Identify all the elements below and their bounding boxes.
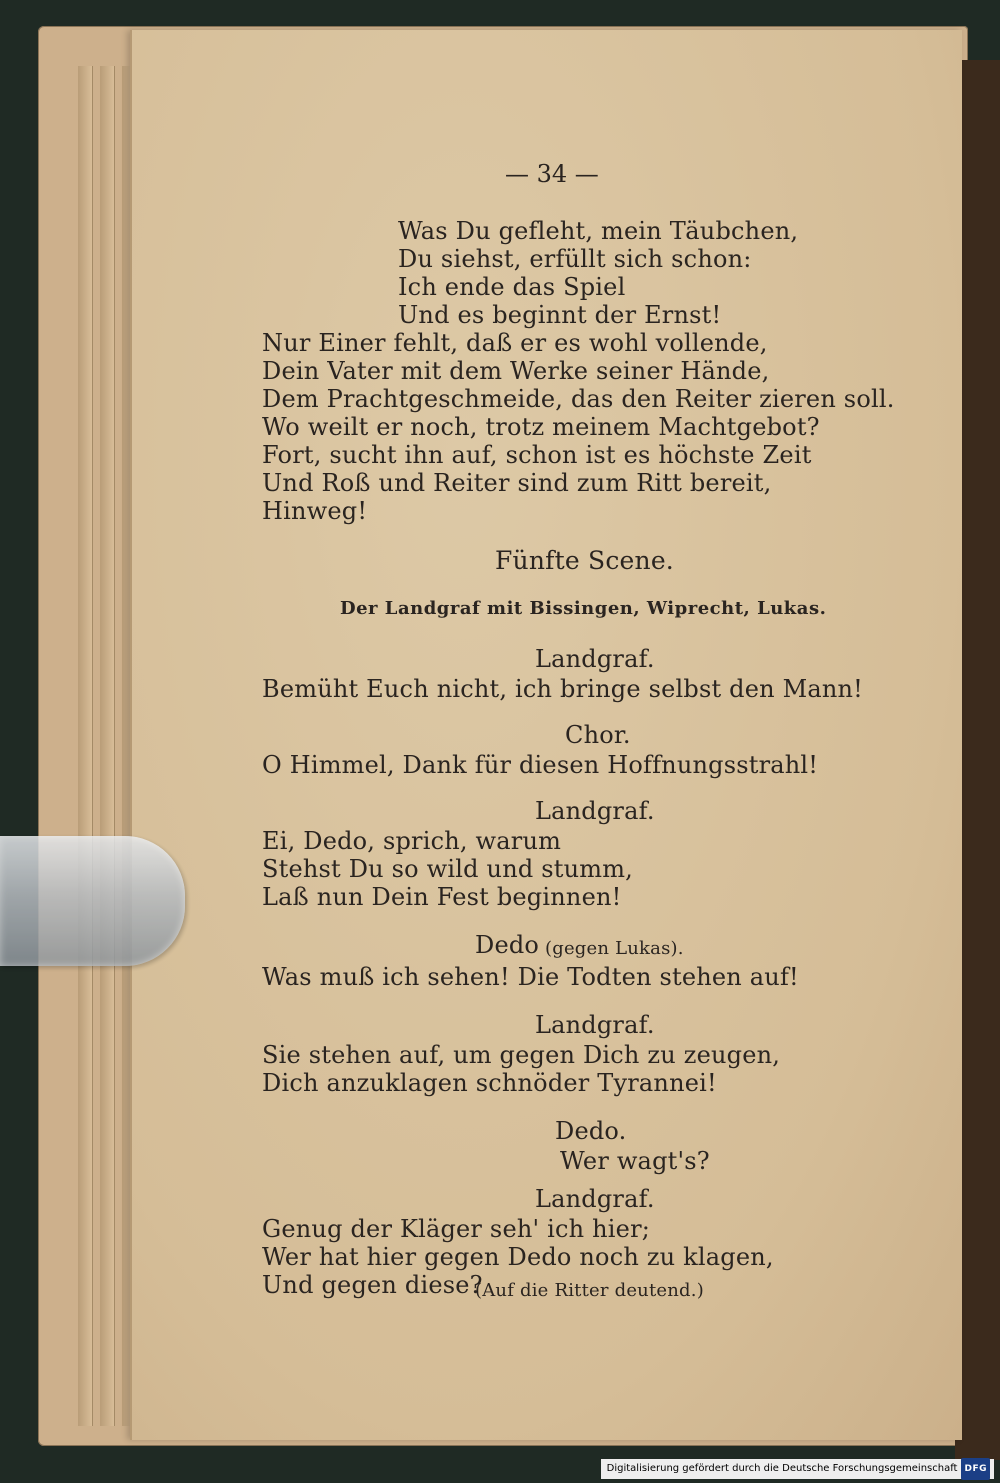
speaker-name: Landgraf. <box>535 1185 655 1213</box>
verse-line: Und Roß und Reiter sind zum Ritt bereit, <box>262 469 772 497</box>
dialogue-line: Und gegen diese? <box>262 1271 483 1299</box>
verse-line: Fort, sucht ihn auf, schon ist es höchste Zeit <box>262 441 812 469</box>
dfg-logo-icon: DFG <box>961 1458 990 1480</box>
speaker-name: Dedo. <box>555 1117 627 1145</box>
dialogue-line: Dich anzuklagen schnöder Tyrannei! <box>262 1069 717 1097</box>
dialogue-line: Genug der Kläger seh' ich hier; <box>262 1215 651 1243</box>
speaker-name: Landgraf. <box>535 645 655 673</box>
scene-title: Fünfte Scene. <box>495 546 674 575</box>
verse-line: Dem Prachtgeschmeide, das den Reiter zieren soll. <box>262 385 895 413</box>
dialogue-line: Stehst Du so wild und stumm, <box>262 855 634 883</box>
footer-credit <box>601 1459 994 1479</box>
cast-list: Der Landgraf mit Bissingen, Wiprecht, Lukas. <box>340 598 827 619</box>
dialogue-line: Ei, Dedo, sprich, warum <box>262 827 562 855</box>
dialogue-line: O Himmel, Dank für diesen Hoffnungsstrahl! <box>262 751 819 779</box>
dialogue-line: Was muß ich sehen! Die Todten stehen auf! <box>262 963 799 991</box>
speaker-name: Landgraf. <box>535 1011 655 1039</box>
dialogue-line: Bemüht Euch nicht, ich bringe selbst den Mann! <box>262 675 864 703</box>
footer-text: Digitalisierung gefördert durch die Deutsche Forschungsgemeinschaft <box>606 1463 958 1474</box>
speaker-name: Landgraf. <box>535 797 655 825</box>
dialogue-line: Sie stehen auf, um gegen Dich zu zeugen, <box>262 1041 781 1069</box>
page-edge <box>78 66 93 1426</box>
stage-direction: (Auf die Ritter deutend.) <box>475 1280 704 1301</box>
speaker-name: Chor. <box>565 721 631 749</box>
verse-line: Hinweg! <box>262 497 368 525</box>
page-number: — 34 — <box>505 160 599 188</box>
verse-line: Ich ende das Spiel <box>398 273 626 301</box>
verse-line: Was Du gefleht, mein Täubchen, <box>398 217 799 245</box>
dialogue-line: Laß nun Dein Fest beginnen! <box>262 883 622 911</box>
verse-line: Und es beginnt der Ernst! <box>398 301 722 329</box>
verse-line: Dein Vater mit dem Werke seiner Hände, <box>262 357 770 385</box>
page-clip <box>0 836 185 966</box>
speaker-name: Dedo <box>475 931 540 959</box>
verse-line: Wo weilt er noch, trotz meinem Machtgebot? <box>262 413 820 441</box>
verse-line: Nur Einer fehlt, daß er es wohl vollende, <box>262 329 768 357</box>
verse-line: Du siehst, erfüllt sich schon: <box>398 245 752 273</box>
dialogue-line: Wer wagt's? <box>560 1147 710 1175</box>
stage-direction: (gegen Lukas). <box>545 938 684 959</box>
page-edge <box>100 66 115 1426</box>
dialogue-line: Wer hat hier gegen Dedo noch zu klagen, <box>262 1243 774 1271</box>
